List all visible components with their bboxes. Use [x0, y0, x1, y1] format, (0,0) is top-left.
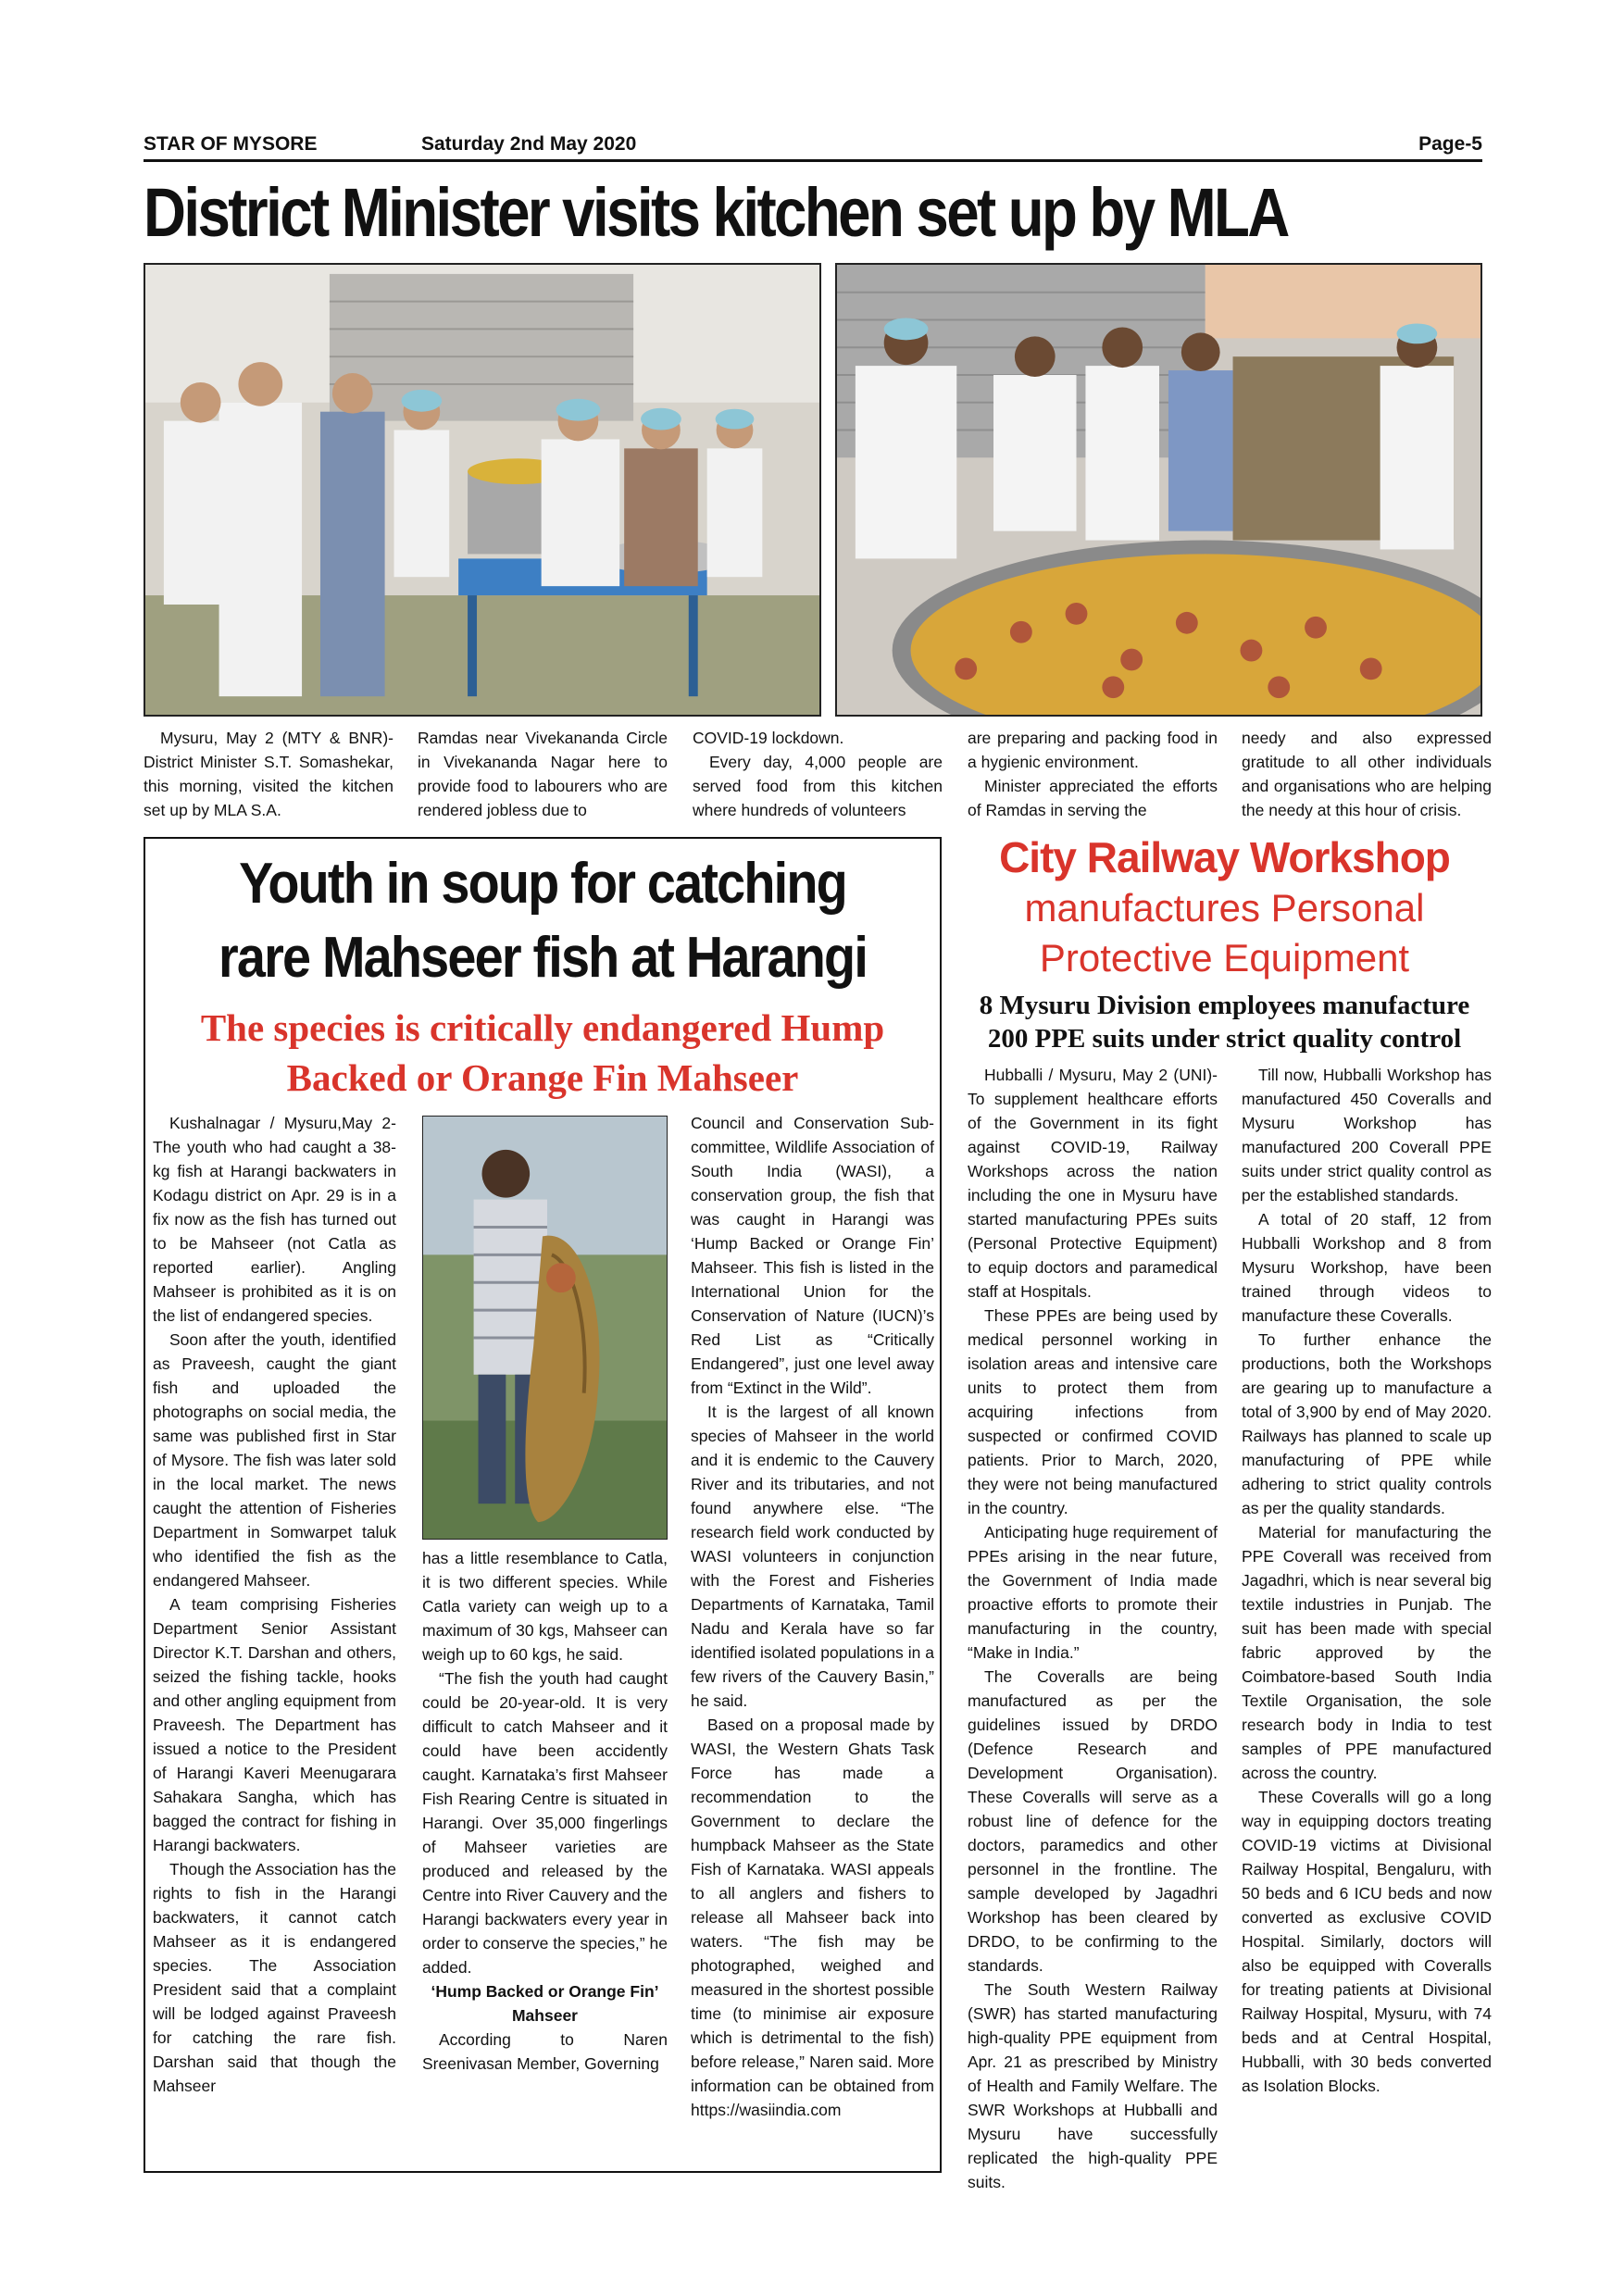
story3-headline [963, 831, 1486, 983]
story3-deck: 8 Mysuru Division employees manufacture 200 PPE suits under strict quality control [979, 991, 1470, 1054]
story2-col3: Council and Conservation Sub-committee, Wildlife Association of South India (WASI), a conservation group, the fish that was caught in Harangi was ‘Hump Backed or Orange Fin’ Mahseer. This fish is listed in the International Union for the Conservation of Nature (IUCN)’s Red List as “Critically Endangered”, just one level away from “Extinct in the Wild”. It is the largest of all known species of Mahseer in the world and it is endemic to the Cauvery River and its tributaries, and not found anywhere else. “The research field work conducted by WASI volunteers in conjunction with the Forest and Fisheries Departments of Karnataka, Tamil Nadu and Kerala have so far identified isolated populations in a few rivers of the Cauvery Basin,” he said. Based on a proposal made by WASI, the Western Ghats Task Force has made a recommendation to the Government to declare the humpback Mahseer as the State Fish of Karnataka. WASI appeals to all anglers and fishers to release all Mahseer back into waters. “The fish may be photographed, weighed and measured in the shortest possible time (to minimise air exposure which is detrimental to the fish) before release,” Naren said. More information can be obtained from https://wasiindia.com [691, 1114, 934, 2119]
story2-deck: The species is critically endangered Hump Backed or Orange Fin Mahseer [200, 1006, 885, 1099]
story1-col3: COVID-19 lockdown. Every day, 4,000 people are served food from this kitchen where hundreds of volunteers [693, 729, 943, 819]
masthead [144, 133, 1482, 157]
mahseer-fish-photo [422, 1116, 668, 1540]
issue-date: Saturday 2nd May 2020 [421, 133, 637, 155]
story1-col5: needy and also expressed gratitude to all other individuals and organisations who are helping the needy at this hour of crisis. [1242, 729, 1492, 819]
story2-col1: Kushalnagar / Mysuru,May 2- The youth who had caught a 38-kg fish at Harangi backwaters in Kodagu district on Apr. 29 is in a fix now as the fish has turned out to be Mahseer (not Catla as reported earlier). Angling Mahseer is prohibited as it is on the list of endangered species. Soon after the youth, identified as Praveesh, caught the giant fish and uploaded the photographs on social media, the same was published first in Star of Mysore. The fish was later sold in the local market. The news caught the attention of Fisheries Department in Somwarpet taluk who identified the fish as the endangered Mahseer. A team comprising Fisheries Department Senior Assistant Director K.T. Darshan and others, seized the fishing tackle, hooks and other angling equipment from Praveesh. The Department has issued a notice to the President of Harangi Kaveri Meenugarara Sahakara Sangha, which has bagged the contract for fishing in Harangi backwaters. Though the Association has the rights to fish in the Harangi backwaters, it cannot catch Mahseer as it is endangered species. The Association President said that a complaint will be lodged against Praveesh for catching the rare fish. Darshan said that though the Mahseer [153, 1114, 396, 2095]
story1-col1: Mysuru, May 2 (MTY & BNR)- District Minister S.T. Somashekar, this morning, visited the kitchen set up by MLA S.A. [144, 729, 394, 819]
story3-headline-line3: Protective Equipment [1039, 936, 1410, 980]
newspaper-name: STAR OF MYSORE [144, 133, 318, 155]
masthead-rule [144, 159, 1482, 162]
story1-col4: are preparing and packing food in a hygienic environment. Minister appreciated the efforts of Ramdas in serving the [968, 729, 1218, 819]
story3-headline-line1: City Railway Workshop [999, 833, 1450, 881]
story3-headline-line2: manufactures Personal [1024, 886, 1425, 930]
story2-col2: has a little resemblance to Catla, it is two different species. While Catla variety can weigh up to a maximum of 30 kgs, Mahseer can weigh up to 60 kgs, he said. “The fish the youth had caught could be 20-year-old. It is very difficult to catch Mahseer and it could have been accidently caught. Karnataka’s first Mahseer Fish Rearing Centre is situated in Harangi. Over 35,000 fingerlings of Mahseer varieties are produced and released by the Centre into River Cauvery and the Harangi backwaters every year in order to conserve the species,” he added. ‘Hump Backed or Orange Fin’ Mahseer According to Naren Sreenivasan Member, Governing [422, 1549, 668, 2073]
kitchen-photo-right [835, 263, 1482, 717]
story3-col1: Hubballi / Mysuru, May 2 (UNI)- To supplement healthcare efforts of the Government in its fight against COVID-19, Railway Workshops across the nation including the one in Mysuru have started manufacturing PPEs suits (Personal Protective Equipment) to equip doctors and paramedical staff at Hospitals. These PPEs are being used by medical personnel working in isolation areas and intensive care units to protect them from acquiring infections from suspected or confirmed COVID patients. Prior to March, 2020, they were not being manufactured in the country. Anticipating huge requirement of PPEs arising in the near future, the Government of India made proactive efforts to promote their manufacturing in the country, “Make in India.” The Coveralls are being manufactured as per the guidelines issued by DRDO (Defence Research and Development Organisation). These Coveralls will serve as a robust line of defence for the doctors, paramedics and other personnel in the frontline. The sample developed by Jagadhri Workshop has been cleared by DRDO, to be confirming to the standards. The South Western Railway (SWR) has started manufacturing high-quality PPE equipment from Apr. 21 as prescribed by Ministry of Health and Family Welfare. The SWR Workshops at Hubballi and Mysuru have successfully replicated the high-quality PPE suits. [968, 1066, 1218, 2191]
story3-col2: Till now, Hubballi Workshop has manufactured 450 Coveralls and Mysuru Workshop has manufactured 200 Coverall PPE suits under strict quality control as per the established standards. A total of 20 staff, 12 from Hubballi Workshop and 8 from Mysuru Workshop, have been trained through videos to manufacture these Coveralls. To further enhance the productions, both the Workshops are gearing up to manufacture a total of 3,900 by end of May 2020. Railways has planned to scale up manufacturing of PPE while adhering to strict quality controls as per the quality standards. Material for manufacturing the PPE Coverall was received from Jagadhri, which is near several big textile industries in Punjab. The suit has been made with special fabric approved by the Coimbatore-based South India Textile Organisation, the sole research body in India to test samples of PPE manufactured across the country. These Coveralls will go a long way in equipping doctors treating COVID-19 victims at Divisional Railway Hospital, Bengaluru, with 50 beds and 6 ICU beds and now converted as exclusive COVID Hospital. Similarly, doctors will also be equipped with Coveralls for treating patients at Divisional Railway Hospital, Mysuru, with 74 beds and at Central Hospital, Hubballi, with 30 beds converted as Isolation Blocks. [1242, 1066, 1492, 2095]
story1-col2: Ramdas near Vivekananda Circle in Vivekananda Nagar here to provide food to labourers who are rendered jobless due to [418, 729, 668, 819]
story2-headline: Youth in soup for catching rare Mahseer fish at Harangi [218, 852, 868, 990]
kitchen-photo-left [144, 263, 821, 717]
story2-subhead: ‘Hump Backed or Orange Fin’ Mahseer [431, 1982, 659, 2025]
story1-headline: District Minister visits kitchen set up by MLA [144, 174, 1288, 251]
page-number: Page-5 [1418, 133, 1482, 155]
